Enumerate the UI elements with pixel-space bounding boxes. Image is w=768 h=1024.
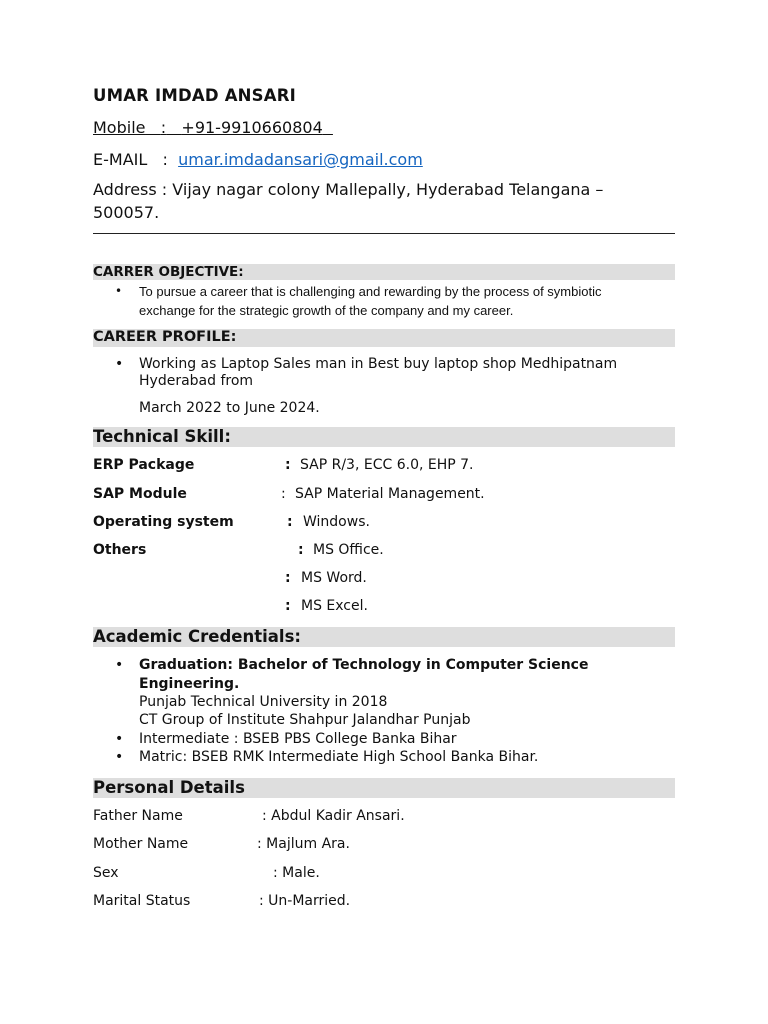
profile-text-line-1: Working as Laptop Sales man in Best buy laptop shop Medhipatnam: [139, 356, 618, 372]
graduation-university: Punjab Technical University in 2018: [139, 694, 388, 710]
personal-value-sex: : Male.: [273, 865, 320, 881]
mobile-value: +91-9910660804: [181, 118, 323, 137]
graduation-institute: CT Group of Institute Shahpur Jalandhar Punjab: [139, 712, 471, 728]
personal-label-father: Father Name: [93, 808, 183, 824]
skill-label-sap-module: SAP Module: [93, 486, 187, 502]
skill-label-os: Operating system: [93, 514, 234, 530]
skill-value-ms-excel: MS Excel.: [301, 598, 368, 614]
personal-label-sex: Sex: [93, 865, 119, 881]
objective-heading-band: [93, 264, 675, 280]
academics-heading-band: [93, 627, 675, 647]
personal-value-marital: : Un-Married.: [259, 893, 351, 909]
skill-label-others: Others: [93, 542, 147, 558]
personal-heading-band: [93, 778, 675, 798]
mobile-label: Mobile: [93, 118, 146, 137]
personal-label-marital: Marital Status: [93, 893, 191, 909]
skill-label-erp: ERP Package: [93, 457, 195, 473]
academics-heading: Academic Credentials:: [93, 627, 301, 646]
skill-value-erp: SAP R/3, ECC 6.0, EHP 7.: [300, 457, 474, 473]
personal-label-mother: Mother Name: [93, 836, 189, 852]
email-line: [93, 150, 423, 169]
skill-sep-os: :: [287, 514, 293, 530]
email-label: E-MAIL: [93, 150, 148, 169]
skill-sep-sap-module: :: [281, 486, 286, 502]
mobile-line: [93, 118, 333, 137]
graduation-line-2: Engineering.: [139, 676, 240, 692]
address-line-1: Address : Vijay nagar colony Mallepally, Hyderabad Telangana –: [93, 180, 604, 199]
skills-heading-band: [93, 427, 675, 447]
skills-heading: Technical Skill:: [93, 427, 231, 446]
skill-value-ms-office: MS Office.: [313, 542, 384, 558]
graduation-bullet: •: [115, 657, 124, 673]
skill-sep-ms-excel: :: [285, 598, 291, 614]
profile-heading-band: [93, 329, 675, 347]
profile-text-line-2: Hyderabad from: [139, 373, 254, 389]
personal-value-father: : Abdul Kadir Ansari.: [262, 808, 405, 824]
skill-value-os: Windows.: [303, 514, 370, 530]
matric-bullet: •: [115, 749, 124, 765]
personal-value-mother: : Majlum Ara.: [257, 836, 350, 852]
matric-text: Matric: BSEB RMK Intermediate High School Banka Bihar.: [139, 749, 539, 765]
intermediate-bullet: •: [115, 731, 124, 747]
skill-value-sap-module: SAP Material Management.: [295, 486, 485, 502]
objective-text-line-1: To pursue a career that is challenging and rewarding by the process of symbiotic: [139, 284, 602, 299]
email-separator: :: [162, 150, 168, 169]
intermediate-text: Intermediate : BSEB PBS College Banka Bihar: [139, 731, 457, 747]
email-link[interactable]: umar.imdadansari@gmail.com: [178, 150, 423, 169]
profile-bullet: •: [115, 356, 124, 372]
objective-bullet: •: [115, 284, 123, 298]
header-divider: [93, 233, 675, 234]
personal-heading: Personal Details: [93, 778, 245, 797]
profile-text-line-3: March 2022 to June 2024.: [139, 400, 320, 416]
objective-text-line-2: exchange for the strategic growth of the company and my career.: [139, 303, 514, 318]
mobile-separator: :: [160, 118, 167, 137]
profile-heading: CAREER PROFILE:: [93, 329, 237, 345]
objective-heading: CARRER OBJECTIVE:: [93, 264, 244, 280]
skill-value-ms-word: MS Word.: [301, 570, 367, 586]
skill-sep-others: :: [298, 542, 304, 558]
skill-sep-erp: :: [285, 457, 291, 473]
candidate-name: UMAR IMDAD ANSARI: [93, 86, 296, 105]
graduation-line-1: Graduation: Bachelor of Technology in Computer Science: [139, 657, 589, 673]
address-line-2: 500057.: [93, 203, 160, 222]
skill-sep-ms-word: :: [285, 570, 291, 586]
